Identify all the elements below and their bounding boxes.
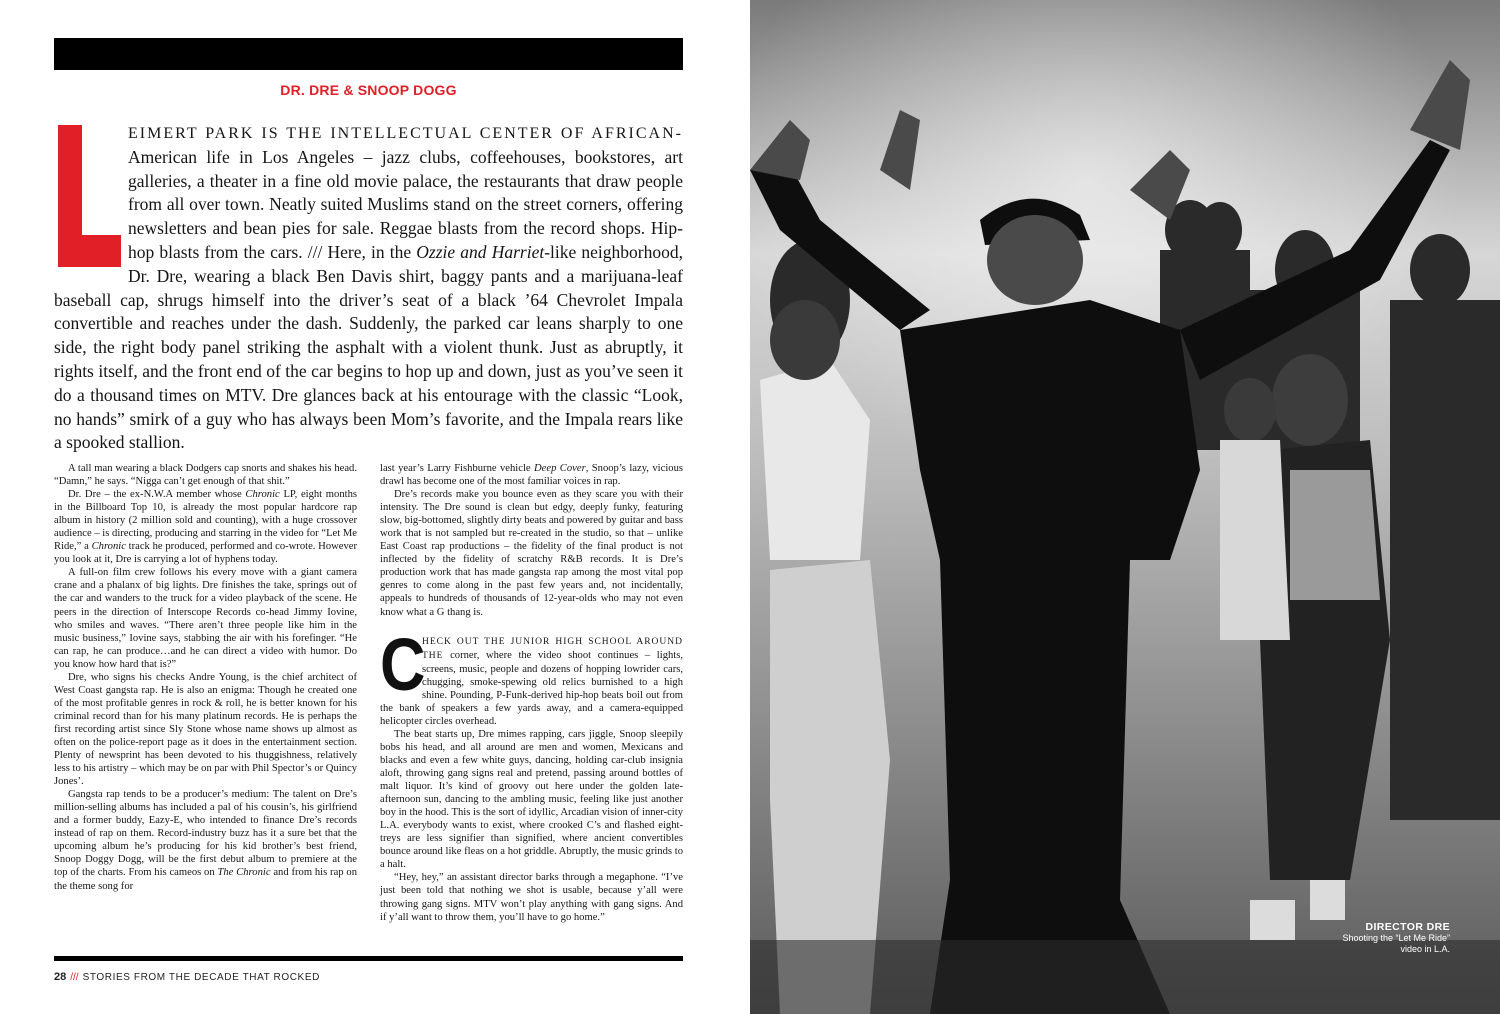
intro-paragraph: EIMERT PARK IS THE INTELLECTUAL CENTER OF AFRICAN- American life in Los Angeles – jazz clubs, coffeehouses, bookstores, art galleries, a theater in a fine old movie palace, the restaurants that draw people from all over town. Neatly suited Muslims stand on the street corners, offering newsletters and bean pies for sale. Reggae blasts from the record shops. Hip-hop blasts from the cars. /// Here, in the Ozzie and Harriet-like neighborhood, Dr. Dre, wearing a black Ben Davis shirt, baggy pants and a marijuana-leaf baseball cap, shrugs himself into the driver’s seat of a black ’64 Chevrolet Impala convertible and reaches under the dash. Suddenly, the parked car leans sharply to one side, the right body panel striking the asphalt with a violent thunk. Just as abruptly, it rights itself, and the front end of the car begins to hop up and down, just as you’ve seen it do a thousand times on MTV. Dre glances back at his entourage with the classic “Look, no hands” smirk of a guy who has always been Mom’s favorite, and the Impala rears like a spooked stallion. <box>54 125 683 453</box>
section-kicker: DR. DRE & SNOOP DOGG <box>280 82 457 98</box>
body-columns <box>54 462 683 940</box>
body-paragraph: The beat starts up, Dre mimes rapping, cars jiggle, Snoop sleepily bobs his head, and all around are men and women, Mexicans and blacks and even a few white guys, dancing, holding car-club insignia aloft, throwing gang signs real and pretend, passing around bottles of malt liquor. It’s kind of groovy out here under the golden late-afternoon sun, dancing to the ambling music, feeling like just another boy in the hood. This is the sort of idyllic, Arcadian vision of inner-city L.A. everybody wants to exist, where crooked C’s and flashed eight-treys are less signifier than signified, where ancient convertibles bounce around like fleas on a hot griddle. Abruptly, the music grinds to a halt. <box>380 728 683 871</box>
footer-slashes: /// <box>70 972 79 983</box>
dropcap-c: C <box>380 622 426 706</box>
body-paragraph: “Hey, hey,” an assistant director barks through a megaphone. “I’ve just been told that nothing we shot is usable, because y’all were throwing gang signs. MTV won’t play anything with gang signs. And if y’all want to throw them, you’ll have to go home.” <box>380 872 683 923</box>
caption-heading: DIRECTOR DRE <box>1365 921 1450 933</box>
footer-title: STORIES FROM THE DECADE THAT ROCKED <box>82 972 320 983</box>
page-number: 28 <box>54 971 67 983</box>
body-paragraph: Dre’s records make you bounce even as they scare you with their intensity. The Dre sound is clean but edgy, deeply funky, featuring slow, big-bottomed, slightly dirty beats and powered by guitar and bass work that is not sampled but re-created in the studio, so that – unlike East Coast rap productions – the fidelity of the final product is not inflected by the fidelity of scratchy R&B records. It is Dre’s production work that has made gangsta rap among the most vital pop genres to come along in the past few years and, not incidentally, appeals to hundreds of thousands of 12-year-olds who may not even know what a G thang is. <box>380 489 683 618</box>
body-paragraph: A tall man wearing a black Dodgers cap snorts and shakes his head. “Damn,” he says. “Nigga can’t get enough of that shit.” <box>54 463 357 488</box>
column-left <box>54 462 357 893</box>
body-paragraph: Gangsta rap tends to be a producer’s medium: The talent on Dre’s million-selling albums has included a pal of his cousin’s, his girlfriend and a former buddy, Eazy-E, who intended to finance Dre’s records instead of rap on them. Record-industry buzz has it a sure bet that the upcoming album he’s producing for his kid brother’s best friend, Snoop Doggy Dogg, will be the first debut album to premiere at the top of the charts. From his cameos on The Chronic and from his rap on the theme song for <box>54 789 357 892</box>
footer-bar <box>54 956 683 961</box>
caption-body: Shooting the “Let Me Ride” video in L.A. <box>1342 933 1450 954</box>
column-right <box>380 462 683 924</box>
intro-smallcaps: EIMERT PARK IS THE INTELLECTUAL CENTER OF AFRICAN- <box>128 125 683 142</box>
body-paragraph: Dre, who signs his checks Andre Young, is the chief architect of West Coast gangsta rap. He is also an enigma: Though he created one of the most profitable genres in rock & roll, he is better known for his criminal record than for his many platinum records. He is perhaps the first recording artist since Sly Stone whose name shows up almost as often on the police-report page as it does in the entertainment section. Plenty of newsprint has been devoted to his thuggishness, relatively less to his artistry – which may be on par with Phil Spector’s or Quincy Jones’. <box>54 671 357 788</box>
dropcap-l <box>52 125 122 269</box>
body-paragraph: C HECK OUT THE JUNIOR HIGH SCHOOL AROUND THE corner, where the video shoot continues – lights, screens, music, people and dozens of hopping lowrider cars, chugging, smoke-spewing old relics burnished to a high shine. Pounding, P-Funk-derived hip-hop beats boil out from the bank of speakers a few yards away, and a camera-equipped helicopter circles overhead. <box>380 622 683 727</box>
body-paragraph: A full-on film crew follows his every move with a giant camera crane and a phalanx of big lights. Dre finishes the take, springs out of the car and wanders to the truck for a video playback of the scene. He peers in the direction of Interscope Records co-head Jimmy Iovine, who smiles and waves. “There aren’t three people like him in the music business,” Iovine says, stabbing the air with his forefinger. “He can rap, he can produce…and he can direct a video with humor. Do you know how hard that is?” <box>54 567 357 670</box>
body-paragraph: Dr. Dre – the ex-N.W.A member whose Chronic LP, eight months in the Billboard Top 10, is already the most popular hardcore rap album in history (2 million sold and counting), with a huge crossover audience – is directing, producing and starring in the video for “Let Me Ride,” a Chronic track he produced, performed and co-wrote. However you look at it, Dre is carrying a lot of hyphens today. <box>54 489 357 566</box>
body-paragraph: last year’s Larry Fishburne vehicle Deep Cover, Snoop’s lazy, vicious drawl has become one of the most familiar voices in rap. <box>380 463 683 488</box>
photo-dre-crowd <box>750 0 1500 1014</box>
header-bar <box>54 38 683 70</box>
page-footer <box>54 971 320 983</box>
photo-caption <box>1330 921 1450 955</box>
